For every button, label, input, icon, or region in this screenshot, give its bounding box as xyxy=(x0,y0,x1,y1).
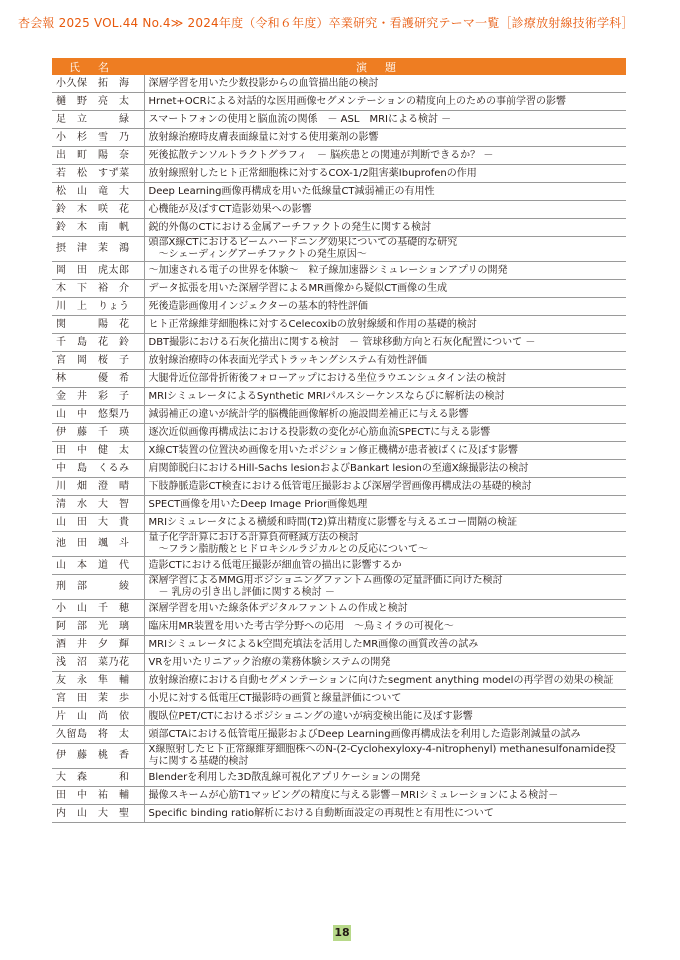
table-row xyxy=(52,165,626,183)
title-line: 下肢静脈造影CT検査における低管電圧撮影および深層学習画像再構成法の基礎的検討 xyxy=(148,480,532,492)
research-title xyxy=(144,370,626,388)
table-header-row xyxy=(52,58,626,75)
title-line: スマートフォンの使用と脳血流の関係 － ASL MRIによる検討 － xyxy=(148,113,452,125)
title-line: 逐次近似画像再構成法における投影数の変化が心筋血流SPECTに与える影響 xyxy=(148,426,491,438)
student-name: 久留島 将 太 xyxy=(52,726,144,744)
student-name: 足 立 緑 xyxy=(52,111,144,129)
title-line: データ拡張を用いた深層学習によるMR画像から疑似CT画像の生成 xyxy=(148,282,448,294)
table-row xyxy=(52,316,626,334)
research-title xyxy=(144,406,626,424)
title-line: X線CT装置の位置決め画像を用いたポジション修正機構が患者被ばくに及ぼす影響 xyxy=(148,444,518,456)
title-line: 大腿骨近位部骨折術後フォローアップにおける坐位ラウエンシュタイン法の検討 xyxy=(148,372,507,384)
page-number: 18 xyxy=(334,926,350,939)
table-row xyxy=(52,75,626,93)
research-title xyxy=(144,744,626,769)
student-name: 池 田 颯 斗 xyxy=(52,532,144,557)
title-line: SPECT画像を用いたDeep Image Prior画像処理 xyxy=(148,498,368,510)
title-line: MRIシミュレータによる横緩和時間(T2)算出精度に影響を与えるエコー間隔の検証 xyxy=(148,516,518,528)
title-line: 小児に対する低電圧CT撮影時の画質と線量評価について xyxy=(148,692,402,704)
subtitle-line: ～シェーディングアーチファクトの発生原因～ xyxy=(158,249,367,260)
title-line: MRIシミュレータによるSynthetic MRIパルスシーケンスならびに解析法の検討 xyxy=(148,390,505,402)
student-name: 鈴 木 咲 花 xyxy=(52,201,144,219)
student-name: 宮 岡 桜 子 xyxy=(52,352,144,370)
research-title xyxy=(144,165,626,183)
student-name: 千 島 花 鈴 xyxy=(52,334,144,352)
student-name: 小久保 拓 海 xyxy=(52,75,144,93)
table-row xyxy=(52,769,626,787)
research-title xyxy=(144,708,626,726)
student-name: 樋 野 亮 太 xyxy=(52,93,144,111)
table-row xyxy=(52,690,626,708)
student-name: 浅 沼 菜乃花 xyxy=(52,654,144,672)
research-title xyxy=(144,672,626,690)
title-line: 量子化学計算における計算負荷軽減方法の検討 xyxy=(148,532,359,543)
research-title xyxy=(144,600,626,618)
student-name: 清 水 大 智 xyxy=(52,496,144,514)
student-name: 山 田 大 貴 xyxy=(52,514,144,532)
research-title xyxy=(144,334,626,352)
research-title xyxy=(144,298,626,316)
title-line: 深層学習によるMMG用ポジショニングファントム画像の定量評価に向けた検討 xyxy=(148,575,503,586)
title-line: 鋭的外傷のCTにおける金属アーチファクトの発生に関する検討 xyxy=(148,221,432,233)
student-name: 関 陽 花 xyxy=(52,316,144,334)
table-row xyxy=(52,496,626,514)
research-title xyxy=(144,618,626,636)
research-title xyxy=(144,424,626,442)
student-name: 木 下 裕 介 xyxy=(52,280,144,298)
research-topics-table xyxy=(52,58,626,823)
student-name: 摂 津 茉 鴻 xyxy=(52,237,144,262)
table-row xyxy=(52,183,626,201)
table-row xyxy=(52,557,626,575)
student-name: 内 山 大 聖 xyxy=(52,805,144,823)
table-row xyxy=(52,618,626,636)
research-title xyxy=(144,129,626,147)
table-row xyxy=(52,352,626,370)
research-title xyxy=(144,496,626,514)
table-row xyxy=(52,280,626,298)
research-title xyxy=(144,147,626,165)
student-name: 山 中 悠梨乃 xyxy=(52,406,144,424)
research-title xyxy=(144,75,626,93)
research-title xyxy=(144,316,626,334)
research-title xyxy=(144,93,626,111)
research-title xyxy=(144,726,626,744)
table-row xyxy=(52,478,626,496)
research-title xyxy=(144,557,626,575)
title-line: Blenderを利用した3D散乱線可視化アプリケーションの開発 xyxy=(148,771,421,783)
title-line: 死後拡散テンソルトラクトグラフィ － 脳疾患との関連が判断できるか？ － xyxy=(148,149,494,161)
title-line: 死後造影画像用インジェクターの基本的特性評価 xyxy=(148,300,368,312)
table-row xyxy=(52,514,626,532)
table-row xyxy=(52,672,626,690)
table-row xyxy=(52,93,626,111)
research-title xyxy=(144,460,626,478)
student-name: 中 島 くるみ xyxy=(52,460,144,478)
research-title xyxy=(144,442,626,460)
table-row xyxy=(52,129,626,147)
table-row xyxy=(52,147,626,165)
title-line: 放射線治療時皮膚表面線量に対する使用薬剤の影響 xyxy=(148,131,379,143)
title-line: 深層学習を用いた少数投影からの血管描出能の検討 xyxy=(148,77,379,89)
title-line: MRIシミュレータによるk空間充填法を活用したMR画像の画質改善の試み xyxy=(148,638,479,650)
student-name: 友 永 隼 輔 xyxy=(52,672,144,690)
title-line: VRを用いたリニアック治療の業務体験システムの開発 xyxy=(148,656,391,668)
research-title xyxy=(144,787,626,805)
student-name: 刑 部 綾 xyxy=(52,575,144,600)
research-title xyxy=(144,769,626,787)
table-row xyxy=(52,460,626,478)
student-name: 大 森 和 xyxy=(52,769,144,787)
title-line: 臨床用MR装置を用いた考古学分野への応用 ～鳥ミイラの可視化～ xyxy=(148,620,454,632)
title-line: 頭部X線CTにおけるビームハードニング効果についての基礎的な研究 xyxy=(148,237,458,248)
research-title xyxy=(144,805,626,823)
research-title xyxy=(144,532,626,557)
table-row xyxy=(52,262,626,280)
student-name: 酒 井 夕 輝 xyxy=(52,636,144,654)
table-row xyxy=(52,744,626,769)
title-line: 減弱補正の違いが統計学的脳機能画像解析の施設間差補正に与える影響 xyxy=(148,408,469,420)
student-name: 小 山 千 穂 xyxy=(52,600,144,618)
table-row xyxy=(52,708,626,726)
title-line: 深層学習を用いた線条体デジタルファントムの作成と検討 xyxy=(148,602,408,614)
title-line: Deep Learning画像再構成を用いた低線量CT減弱補正の有用性 xyxy=(148,185,435,197)
table-row xyxy=(52,805,626,823)
table-row xyxy=(52,636,626,654)
research-title xyxy=(144,219,626,237)
research-title xyxy=(144,690,626,708)
research-title xyxy=(144,575,626,600)
title-line: DBT撮影における石灰化描出に関する検討 － 管球移動方向と石灰化配置について － xyxy=(148,336,536,348)
title-line: ヒト正常線維芽細胞株に対するCelecoxibの放射線緩和作用の基礎的検討 xyxy=(148,318,477,330)
table-row xyxy=(52,334,626,352)
research-title xyxy=(144,262,626,280)
table-row xyxy=(52,201,626,219)
title-line: Hrnet+OCRによる対話的な医用画像セグメンテーションの精度向上のための事前学習の影響 xyxy=(148,95,567,107)
student-name: 金 井 彩 子 xyxy=(52,388,144,406)
table-row xyxy=(52,298,626,316)
student-name: 山 本 道 代 xyxy=(52,557,144,575)
student-name: 若 松 すず菜 xyxy=(52,165,144,183)
subtitle-line: ～フラン脂肪酸とヒドロキシルラジカルとの反応について～ xyxy=(158,544,428,555)
title-line: 放射線治療における自動セグメンテーションに向けたsegment anything modelの再学習の効果の検証 xyxy=(148,674,614,686)
page-header: 杏会報 2025 VOL.44 No.4≫ 2024年度（令和６年度）卒業研究・看護研究テーマ一覧［診療放射線技術学科］ xyxy=(18,16,634,30)
student-name: 鈴 木 南 帆 xyxy=(52,219,144,237)
research-title xyxy=(144,237,626,262)
title-line: ～加速される電子の世界を体験～ 粒子線加速器シミュレーションアプリの開発 xyxy=(148,264,508,276)
research-title xyxy=(144,352,626,370)
student-name: 田 中 健 太 xyxy=(52,442,144,460)
research-title xyxy=(144,654,626,672)
table-row xyxy=(52,442,626,460)
title-line: 造影CTにおける低電圧撮影が細血管の描出に影響するか xyxy=(148,559,402,571)
research-title xyxy=(144,111,626,129)
student-name: 出 町 陽 奈 xyxy=(52,147,144,165)
research-title xyxy=(144,280,626,298)
student-name: 松 山 竜 大 xyxy=(52,183,144,201)
table-row xyxy=(52,787,626,805)
table-row xyxy=(52,575,626,600)
table-row xyxy=(52,600,626,618)
student-name: 田 中 祐 輔 xyxy=(52,787,144,805)
student-name: 伊 藤 千 瑛 xyxy=(52,424,144,442)
table-row xyxy=(52,406,626,424)
table-row xyxy=(52,111,626,129)
research-title xyxy=(144,183,626,201)
column-header-name: 氏名 xyxy=(52,58,144,75)
table-row xyxy=(52,654,626,672)
title-line: 心機能が及ぼすCT造影効果への影響 xyxy=(148,203,312,215)
subtitle-line: － 乳房の引き出し評価に関する検討 － xyxy=(158,587,335,598)
student-name: 川 畑 澄 晴 xyxy=(52,478,144,496)
table-row xyxy=(52,237,626,262)
research-title xyxy=(144,478,626,496)
title-line: 腹臥位PET/CTにおけるポジショニングの違いが病変検出能に及ぼす影響 xyxy=(148,710,473,722)
table-row xyxy=(52,726,626,744)
title-line: 肩関節脱臼におけるHill-Sachs lesionおよびBankart lesionの至適X線撮影法の検討 xyxy=(148,462,529,474)
table-row xyxy=(52,370,626,388)
student-name: 伊 藤 桃 香 xyxy=(52,744,144,769)
table-row xyxy=(52,532,626,557)
column-header-title: 演題 xyxy=(144,58,626,75)
research-title xyxy=(144,636,626,654)
student-name: 川 上 りょう xyxy=(52,298,144,316)
student-name: 小 杉 雪 乃 xyxy=(52,129,144,147)
table-row xyxy=(52,424,626,442)
title-line: 頭部CTAにおける低管電圧撮影およびDeep Learning画像再構成法を利用した造影剤減量の試み xyxy=(148,728,581,740)
research-title xyxy=(144,388,626,406)
student-name: 宮 田 茉 歩 xyxy=(52,690,144,708)
research-title xyxy=(144,201,626,219)
title-line: 撮像スキームが心筋T1マッピングの精度に与える影響－MRIシミュレーションによる検討－ xyxy=(148,789,559,801)
student-name: 阿 部 光 璃 xyxy=(52,618,144,636)
title-line: X線照射したヒト正常線維芽細胞株へのN-(2-Cyclohexyloxy-4-nitrophenyl) methanesulfonamide投与に関する基礎的検討 xyxy=(148,744,616,767)
student-name: 林 優 希 xyxy=(52,370,144,388)
title-line: 放射線治療時の体表面光学式トラッキングシステム有効性評価 xyxy=(148,354,427,366)
student-name: 岡 田 虎太郎 xyxy=(52,262,144,280)
table-row xyxy=(52,388,626,406)
title-line: 放射線照射したヒト正常細胞株に対するCOX-1/2阻害薬Ibuprofenの作用 xyxy=(148,167,477,179)
student-name: 片 山 尚 依 xyxy=(52,708,144,726)
title-line: Specific binding ratio解析における自動断面設定の再現性と有用性について xyxy=(148,807,494,819)
table-row xyxy=(52,219,626,237)
research-title xyxy=(144,514,626,532)
table-body xyxy=(52,75,626,823)
